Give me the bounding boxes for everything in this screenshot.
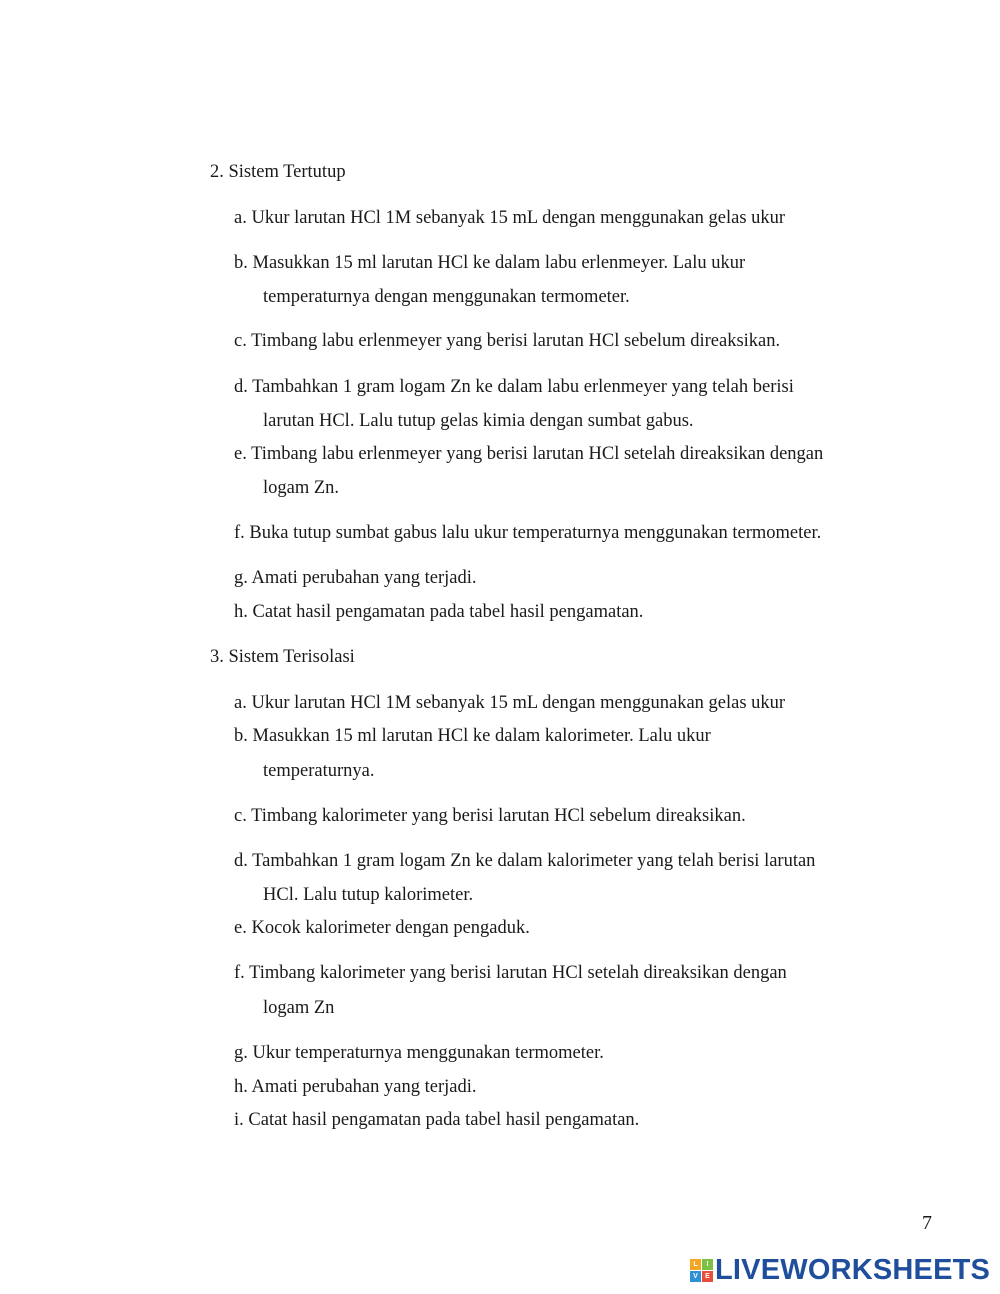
logo-squares-icon: [690, 1259, 713, 1282]
section-heading: 3. Sistem Terisolasi: [210, 647, 355, 667]
step-item-continuation: HCl. Lalu tutup kalorimeter.: [263, 885, 474, 905]
step-item: g. Amati perubahan yang terjadi.: [234, 568, 477, 588]
step-item: e. Timbang labu erlenmeyer yang berisi larutan HCl setelah direaksikan dengan: [234, 444, 824, 464]
step-item-continuation: temperaturnya dengan menggunakan termometer.: [263, 287, 630, 307]
step-item: e. Kocok kalorimeter dengan pengaduk.: [234, 918, 530, 938]
logo-letter: I: [702, 1259, 713, 1270]
step-item: c. Timbang labu erlenmeyer yang berisi larutan HCl sebelum direaksikan.: [234, 331, 781, 351]
step-item: f. Timbang kalorimeter yang berisi larutan HCl setelah direaksikan dengan: [234, 963, 787, 983]
step-item: g. Ukur temperaturnya menggunakan termometer.: [234, 1043, 604, 1063]
step-item: a. Ukur larutan HCl 1M sebanyak 15 mL dengan menggunakan gelas ukur: [234, 693, 786, 713]
step-item: f. Buka tutup sumbat gabus lalu ukur temperaturnya menggunakan termometer.: [234, 523, 822, 543]
step-item: b. Masukkan 15 ml larutan HCl ke dalam labu erlenmeyer. Lalu ukur: [234, 253, 746, 273]
step-item: i. Catat hasil pengamatan pada tabel hasil pengamatan.: [234, 1110, 640, 1130]
step-item: a. Ukur larutan HCl 1M sebanyak 15 mL dengan menggunakan gelas ukur: [234, 208, 786, 228]
step-item: d. Tambahkan 1 gram logam Zn ke dalam kalorimeter yang telah berisi larutan: [234, 851, 816, 871]
liveworksheets-logo[interactable]: [690, 1254, 990, 1286]
step-item: h. Catat hasil pengamatan pada tabel hasil pengamatan.: [234, 602, 644, 622]
step-item: c. Timbang kalorimeter yang berisi larutan HCl sebelum direaksikan.: [234, 806, 746, 826]
logo-letter: L: [690, 1259, 701, 1270]
brand-name: LIVEWORKSHEETS: [715, 1253, 991, 1286]
page-number: 7: [922, 1212, 932, 1234]
logo-letter: E: [702, 1271, 713, 1282]
section-heading: 2. Sistem Tertutup: [210, 162, 346, 182]
step-item: d. Tambahkan 1 gram logam Zn ke dalam labu erlenmeyer yang telah berisi: [234, 377, 794, 397]
step-item-continuation: logam Zn: [263, 998, 335, 1018]
step-item-continuation: temperaturnya.: [263, 761, 375, 781]
step-item-continuation: larutan HCl. Lalu tutup gelas kimia dengan sumbat gabus.: [263, 411, 694, 431]
step-item: h. Amati perubahan yang terjadi.: [234, 1077, 477, 1097]
logo-letter: V: [690, 1271, 701, 1282]
step-item-continuation: logam Zn.: [263, 478, 340, 498]
step-item: b. Masukkan 15 ml larutan HCl ke dalam kalorimeter. Lalu ukur: [234, 726, 711, 746]
